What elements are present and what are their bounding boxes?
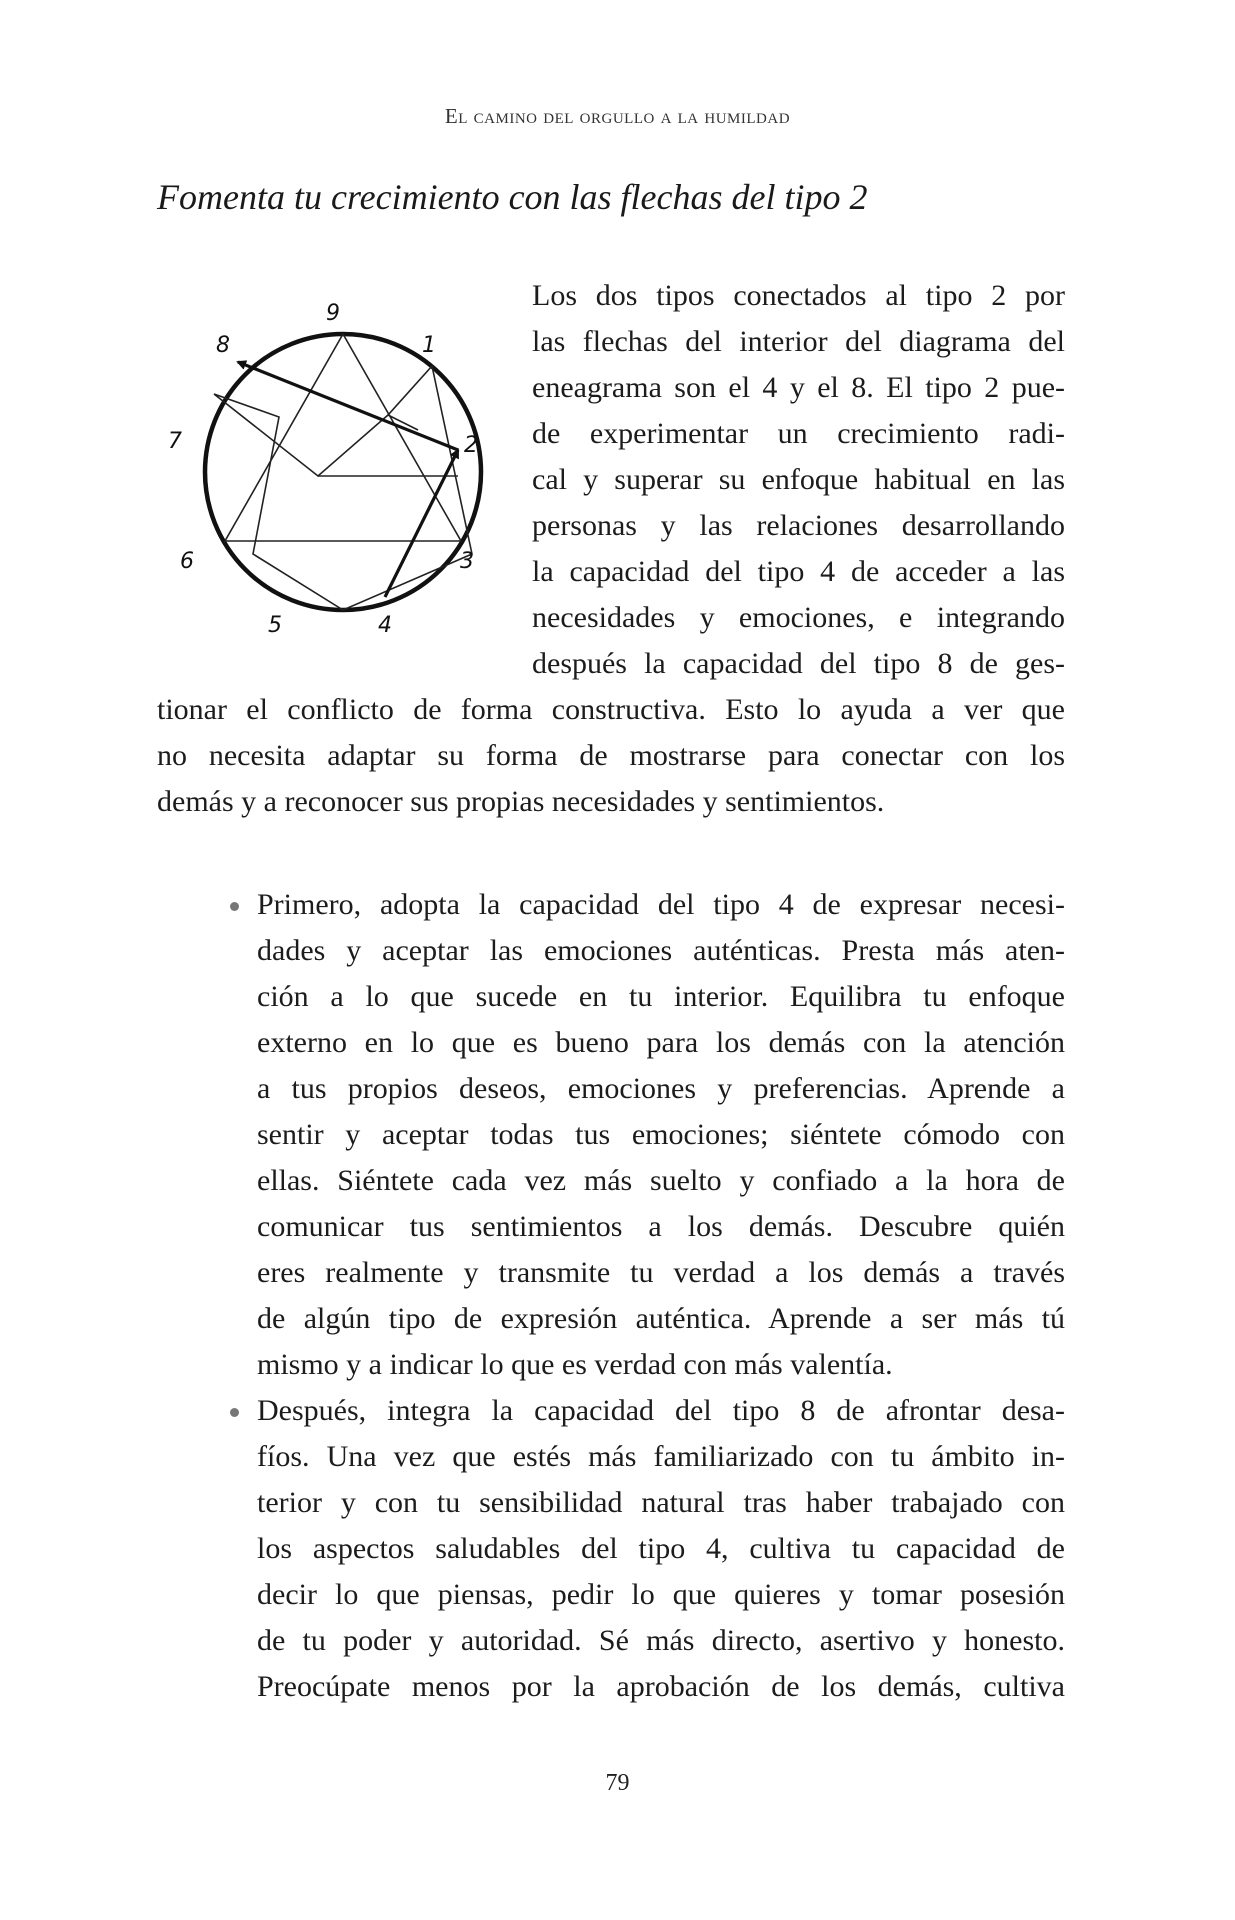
bullet-line: dades y aceptar las emociones auténticas. Presta más aten-: [257, 934, 1065, 967]
bullet-line: comunicar tus sentimientos a los demás. Descubre quién: [257, 1210, 1065, 1243]
intro-line: necesidades y emociones, e integrando: [532, 601, 1065, 634]
enneagram-label-9: 9: [326, 301, 340, 326]
enneagram-diagram: [160, 290, 530, 660]
enneagram-label-7: 7: [168, 429, 182, 454]
arrow-2-to-8: [238, 362, 458, 450]
enneagram-label-8: 8: [216, 333, 230, 358]
bullet-line: Preocúpate menos por la aprobación de los demás, cultiva: [257, 1670, 1065, 1703]
bullet-line: fíos. Una vez que estés más familiarizado con tu ámbito in-: [257, 1440, 1065, 1473]
bullet-line: los aspectos saludables del tipo 4, cultiva tu capacidad de: [257, 1532, 1065, 1565]
running-head-initial: E: [444, 104, 459, 128]
bullet-line: de tu poder y autoridad. Sé más directo, asertivo y honesto.: [257, 1624, 1065, 1657]
bullet-marker: [230, 902, 239, 911]
bullet-line: ción a lo que sucede en tu interior. Equilibra tu enfoque: [257, 980, 1065, 1013]
intro-line: tionar el conflicto de forma constructiva. Esto lo ayuda a ver que: [157, 693, 1065, 726]
intro-line: demás y a reconocer sus propias necesidades y sentimientos.: [157, 785, 885, 818]
running-head: [0, 104, 1235, 129]
intro-line: las flechas del interior del diagrama del: [532, 325, 1065, 358]
intro-line: la capacidad del tipo 4 de acceder a las: [532, 555, 1065, 588]
running-head-rest: l camino del orgullo a la humildad: [458, 104, 791, 128]
bullet-line: terior y con tu sensibilidad natural tras haber trabajado con: [257, 1486, 1065, 1519]
bullet-line: decir lo que piensas, pedir lo que quieres y tomar posesión: [257, 1578, 1065, 1611]
intro-line: después la capacidad del tipo 8 de ges-: [532, 647, 1065, 680]
bullet-line: sentir y aceptar todas tus emociones; siéntete cómodo con: [257, 1118, 1065, 1151]
intro-line: de experimentar un crecimiento radi-: [532, 417, 1065, 450]
bullet-line: de algún tipo de expresión auténtica. Aprende a ser más tú: [257, 1302, 1065, 1335]
enneagram-label-5: 5: [268, 613, 282, 638]
bullet-line: eres realmente y transmite tu verdad a los demás a través: [257, 1256, 1065, 1289]
enneagram-label-1: 1: [422, 333, 436, 358]
intro-line: eneagrama son el 4 y el 8. El tipo 2 pue-: [532, 371, 1065, 404]
enneagram-label-6: 6: [180, 549, 194, 574]
intro-line: personas y las relaciones desarrollando: [532, 509, 1065, 542]
enneagram-label-2: 2: [464, 433, 478, 458]
bullet-marker: [230, 1408, 239, 1417]
bullet-line: mismo y a indicar lo que es verdad con más valentía.: [257, 1348, 893, 1381]
bullet-line: a tus propios deseos, emociones y preferencias. Aprende a: [257, 1072, 1065, 1105]
intro-line: cal y superar su enfoque habitual en las: [532, 463, 1065, 496]
bullet-line: externo en lo que es bueno para los demás con la atención: [257, 1026, 1065, 1059]
intro-line: Los dos tipos conectados al tipo 2 por: [532, 279, 1065, 312]
enneagram-label-4: 4: [378, 613, 392, 638]
intro-line: no necesita adaptar su forma de mostrarse para conectar con los: [157, 739, 1065, 772]
bullet-line: ellas. Siéntete cada vez más suelto y confiado a la hora de: [257, 1164, 1065, 1197]
enneagram-label-3: 3: [460, 549, 474, 574]
section-title: Fomenta tu crecimiento con las flechas del tipo 2: [157, 177, 868, 217]
page-number: 79: [605, 1770, 630, 1796]
bullet-line: Primero, adopta la capacidad del tipo 4 de expresar necesi-: [257, 888, 1065, 921]
bullet-line: Después, integra la capacidad del tipo 8 de afrontar desa-: [257, 1394, 1065, 1427]
